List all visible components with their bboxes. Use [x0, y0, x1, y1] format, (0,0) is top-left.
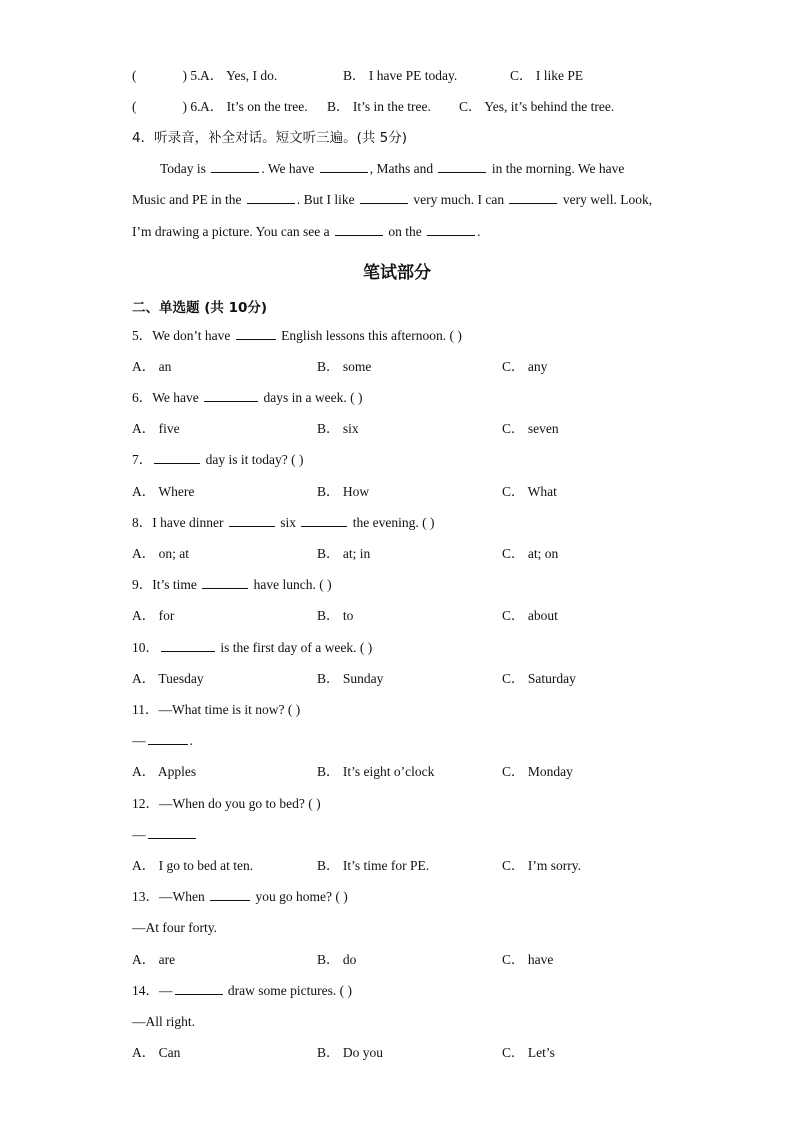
blank-line — [175, 982, 223, 995]
option-c[interactable]: C． seven — [502, 421, 559, 436]
blank-line — [229, 514, 275, 527]
stem-text: I have dinner — [152, 515, 224, 530]
option-a[interactable]: A． Apples — [132, 764, 197, 779]
option-c[interactable]: C． What — [502, 484, 557, 499]
passage-line-3 — [132, 223, 480, 241]
question-number: 11． — [132, 702, 159, 717]
option-c[interactable]: C． Let’s — [502, 1045, 555, 1060]
blank-line — [211, 160, 259, 173]
question-12-answer-line — [132, 826, 198, 844]
question-number: 14． — [132, 983, 159, 998]
question-number: 6． — [132, 390, 153, 405]
dash: — — [132, 733, 146, 748]
option-b[interactable]: B． How — [317, 484, 370, 499]
option-b[interactable]: B． Sunday — [317, 671, 384, 686]
option-b[interactable]: B． It’s eight o’clock — [317, 764, 435, 779]
option-a[interactable]: A． on; at — [132, 546, 189, 561]
passage-line-2 — [132, 191, 652, 209]
question-11-stem — [132, 701, 300, 719]
option-a[interactable]: A． I go to bed at ten. — [132, 858, 254, 873]
passage-text: on the — [388, 224, 422, 239]
option-b[interactable]: B． Do you — [317, 1045, 384, 1060]
stem-text: the evening. ( ) — [352, 515, 435, 530]
question-number: ) 6. — [182, 99, 201, 114]
question-12-stem — [132, 795, 321, 813]
blank-line — [360, 191, 408, 204]
section-title: 二、单选题 (共 10分) — [132, 300, 268, 316]
option-c[interactable]: C． any — [502, 359, 548, 374]
question-number: 12． — [132, 796, 159, 811]
stem-text: We don’t have — [152, 328, 231, 343]
listening-q6-stem — [132, 98, 201, 116]
stem-text: have lunch. ( ) — [253, 577, 332, 592]
option-b[interactable]: B． six — [317, 421, 359, 436]
stem-text: We have — [152, 390, 199, 405]
option-c[interactable]: C． about — [502, 608, 558, 623]
option-b: B． It’s in the tree. — [327, 99, 431, 114]
passage-text: very much. I can — [413, 192, 505, 207]
option-c: C． Yes, it’s behind the tree. — [459, 99, 615, 114]
option-c[interactable]: C． at; on — [502, 546, 559, 561]
option-a[interactable]: A． an — [132, 359, 172, 374]
option-a: A． It’s on the tree. — [200, 99, 308, 114]
blank-line — [148, 826, 196, 839]
option-c: C． I like PE — [510, 68, 584, 83]
question-7-stem — [132, 451, 303, 469]
passage-text: Today is — [160, 161, 206, 176]
blank-line — [154, 451, 200, 464]
stem-text: It’s time — [152, 577, 197, 592]
option-b[interactable]: B． at; in — [317, 546, 371, 561]
question-10-stem — [132, 639, 372, 657]
option-b[interactable]: B． to — [317, 608, 354, 623]
question-number: 8． — [132, 515, 153, 530]
blank-line — [236, 327, 276, 340]
question-number: 9． — [132, 577, 153, 592]
option-b[interactable]: B． do — [317, 952, 357, 967]
passage-text: very well. Look, — [562, 192, 653, 207]
option-a[interactable]: A． for — [132, 608, 175, 623]
question-number: 13． — [132, 889, 159, 904]
stem-text: —What time is it now? ( ) — [158, 702, 301, 717]
option-b[interactable]: B． some — [317, 359, 372, 374]
stem-text: — — [159, 983, 173, 998]
blank-line — [161, 639, 215, 652]
option-c[interactable]: C． Monday — [502, 764, 573, 779]
blank-line — [301, 514, 347, 527]
question-13-reply: —At four forty. — [132, 920, 217, 935]
stem-text: is the first day of a week. ( ) — [220, 640, 373, 655]
blank-line — [335, 223, 383, 236]
question-13-stem — [132, 888, 348, 906]
option-a[interactable]: A． five — [132, 421, 180, 436]
blank-line — [320, 160, 368, 173]
question-8-stem — [132, 514, 434, 532]
option-b: B． I have PE today. — [343, 68, 458, 83]
stem-text: —When — [159, 889, 205, 904]
blank-line — [509, 191, 557, 204]
stem-text: days in a week. ( ) — [263, 390, 363, 405]
passage-text: I’m drawing a picture. You can see a — [132, 224, 330, 239]
blank-line — [210, 888, 250, 901]
option-c[interactable]: C． Saturday — [502, 671, 576, 686]
question-14-reply: —All right. — [132, 1014, 195, 1029]
blank-line — [247, 191, 295, 204]
blank-line — [438, 160, 486, 173]
q4-title: 4．听录音，补全对话。短文听三遍。(共 5分) — [132, 130, 408, 146]
passage-text: in the morning. We have — [491, 161, 625, 176]
paren-open: ( — [132, 99, 137, 114]
passage-text: . We have — [261, 161, 315, 176]
option-a[interactable]: A． Where — [132, 484, 195, 499]
blank-line — [204, 389, 258, 402]
paren-open: ( — [132, 68, 137, 83]
question-number: 7． — [132, 452, 153, 467]
option-a[interactable]: A． Can — [132, 1045, 181, 1060]
passage-text: , Maths and — [369, 161, 434, 176]
question-6-stem — [132, 389, 362, 407]
passage-line-1 — [160, 160, 624, 178]
written-section-heading: 笔试部分 — [363, 263, 431, 283]
period: . — [189, 733, 193, 748]
stem-text: draw some pictures. ( ) — [227, 983, 352, 998]
option-c[interactable]: C． I’m sorry. — [502, 858, 581, 873]
question-number: 5． — [132, 328, 153, 343]
question-number: 10． — [132, 640, 159, 655]
blank-line — [148, 732, 188, 745]
question-14-stem — [132, 982, 352, 1000]
passage-text: . — [477, 224, 481, 239]
passage-text: Music and PE in the — [132, 192, 242, 207]
stem-text: six — [280, 515, 296, 530]
question-9-stem — [132, 576, 332, 594]
passage-text: . But I like — [296, 192, 355, 207]
blank-line — [427, 223, 475, 236]
question-number: ) 5. — [182, 68, 201, 83]
option-a[interactable]: A． are — [132, 952, 176, 967]
option-b[interactable]: B． It’s time for PE. — [317, 858, 430, 873]
stem-text: —When do you go to bed? ( ) — [159, 796, 321, 811]
question-11-answer-line — [132, 732, 193, 750]
stem-text: you go home? ( ) — [255, 889, 348, 904]
dash: — — [132, 827, 146, 842]
blank-line — [202, 576, 248, 589]
option-a: A． Yes, I do. — [200, 68, 278, 83]
option-a[interactable]: A． Tuesday — [132, 671, 204, 686]
listening-q5-stem — [132, 67, 201, 85]
stem-text: day is it today? ( ) — [205, 452, 304, 467]
question-5-stem — [132, 327, 462, 345]
stem-text: English lessons this afternoon. ( ) — [281, 328, 462, 343]
option-c[interactable]: C． have — [502, 952, 554, 967]
